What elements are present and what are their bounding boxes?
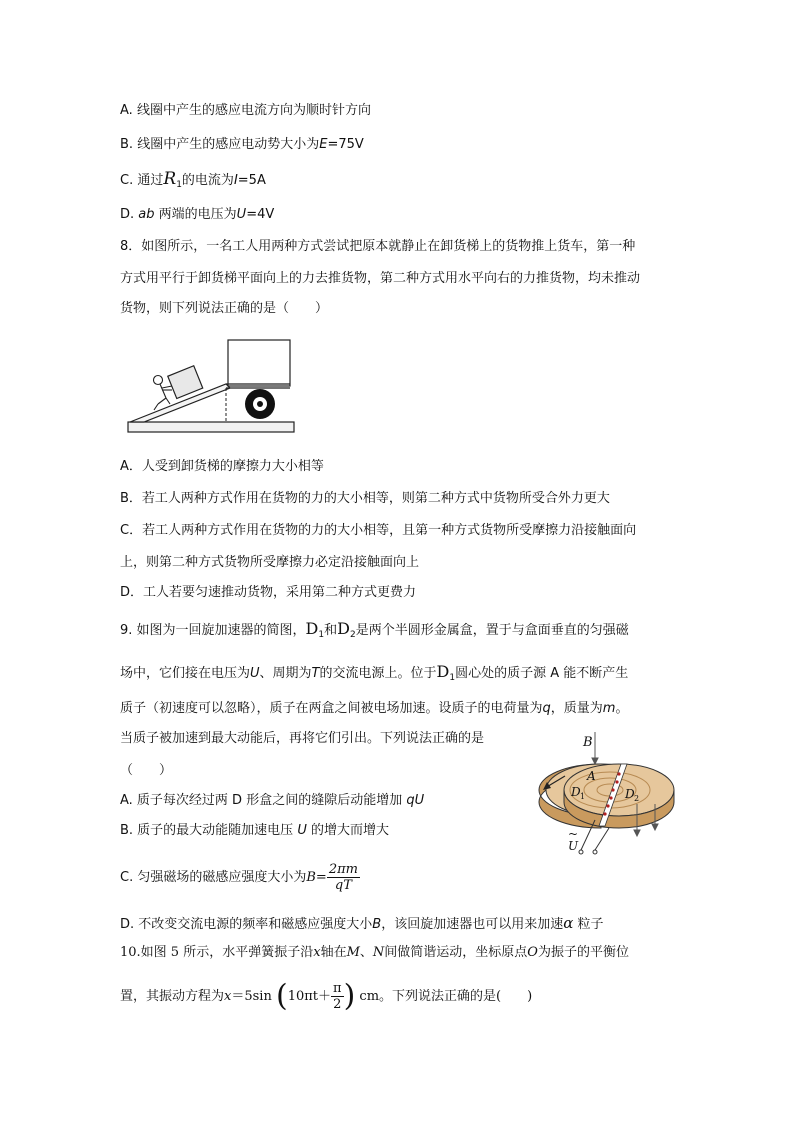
svg-text:2: 2 [634,794,640,803]
truck-body [228,340,290,386]
fig-label-U: U [568,839,579,853]
q10-stem-line1: 10.如图 5 所示，水平弹簧振子沿x轴在M、N间做简谐运动，坐标原点O为振子的平衡位 [120,945,629,960]
q9-stem-line2: 场中，它们接在电压为U、周期为T的交流电源上。位于$D_1$圆心处的质子源 A 能不断产生 [120,662,629,683]
q10-stem-line2: 置，其振动方程为x＝5sin (10πt＋ $\frac{\pi}{2}$ ) cm。下列说法正确的是( ) [120,978,533,1014]
fig-label-D2: D [625,787,635,801]
svg-text:1: 1 [580,792,586,801]
q8-stem-line2: 方式用平行于卸货梯平面向上的力去推货物，第二种方式用水平向右的力推货物，均未推动 [120,271,641,286]
ground [128,422,294,432]
q7-option-a: A. 线圈中产生的感应电流方向为顺时针方向 [120,103,371,118]
q9-stem-line5: （ ） [120,763,173,778]
q8-option-a: A．人受到卸货梯的摩擦力大小相等 [120,459,324,474]
fig-label-B: B [583,735,593,750]
q9-option-c: C. 匀强磁场的磁感应强度大小为B= $\frac{2\pi m}{qT}$ [120,862,358,893]
q9-cyclotron-figure [535,732,685,860]
q8-ramp-truck-figure [126,336,298,436]
fraction-2pim-over-qT: $\frac{2\pi m}{qT}$ [328,862,358,893]
left-paren: ( [275,978,288,1014]
q7-option-b: B. 线圈中产生的感应电动势大小为E=75V [120,137,364,152]
q8-option-c-line2: 上，则第二种方式货物所受摩擦力必定沿接触面向上 [120,555,420,570]
q8-stem-line1: 8．如图所示，一名工人用两种方式尝试把原本就静止在卸货梯上的货物推上货车，第一种 [120,239,636,254]
q8-option-c-line1: C．若工人两种方式作用在货物的力的大小相等，且第一种方式货物所受摩擦力沿接触面向 [120,523,637,538]
fraction-pi-over-2: $\frac{\pi}{2}$ [333,981,342,1012]
q7-option-d: D. ab 两端的电压为U=4V [120,207,275,222]
q8-stem-line3: 货物，则下列说法正确的是（ ） [120,301,329,316]
right-paren: ) [343,978,356,1014]
q9-stem-line3: 质子（初速度可以忽略），质子在两盒之间被电场加速。设质子的电荷量为q，质量为m。 [120,701,629,716]
q9-stem-line4: 当质子被加速到最大动能后，再将它们引出。下列说法正确的是 [120,731,485,746]
q9-option-a: A. 质子每次经过两 D 形盒之间的缝隙后动能增加 qU [120,793,425,808]
fig-label-D1: D [571,785,581,799]
fig-label-A: A [587,769,596,783]
q9-option-d: D. 不改变交流电源的频率和磁感应强度大小B，该回旋加速器也可以用来加速α 粒子 [120,914,604,932]
q8-option-b: B．若工人两种方式作用在货物的力的大小相等，则第二种方式中货物所受合外力更大 [120,491,610,506]
q9-option-b: B. 质子的最大动能随加速电压 U 的增大而增大 [120,823,389,838]
fig-label-tilde: ~ [568,827,579,841]
q8-option-d: D．工人若要匀速推动货物，采用第二种方式更费力 [120,585,417,600]
cargo-box [168,366,203,399]
q9-stem-line1: 9. 如图为一回旋加速器的简图，$D_1$和$D_2$是两个半圆形金属盒，置于与盒面垂直的匀强磁 [120,619,629,640]
q7-option-c: C. 通过$R_1$的电流为I=5A [120,169,266,190]
